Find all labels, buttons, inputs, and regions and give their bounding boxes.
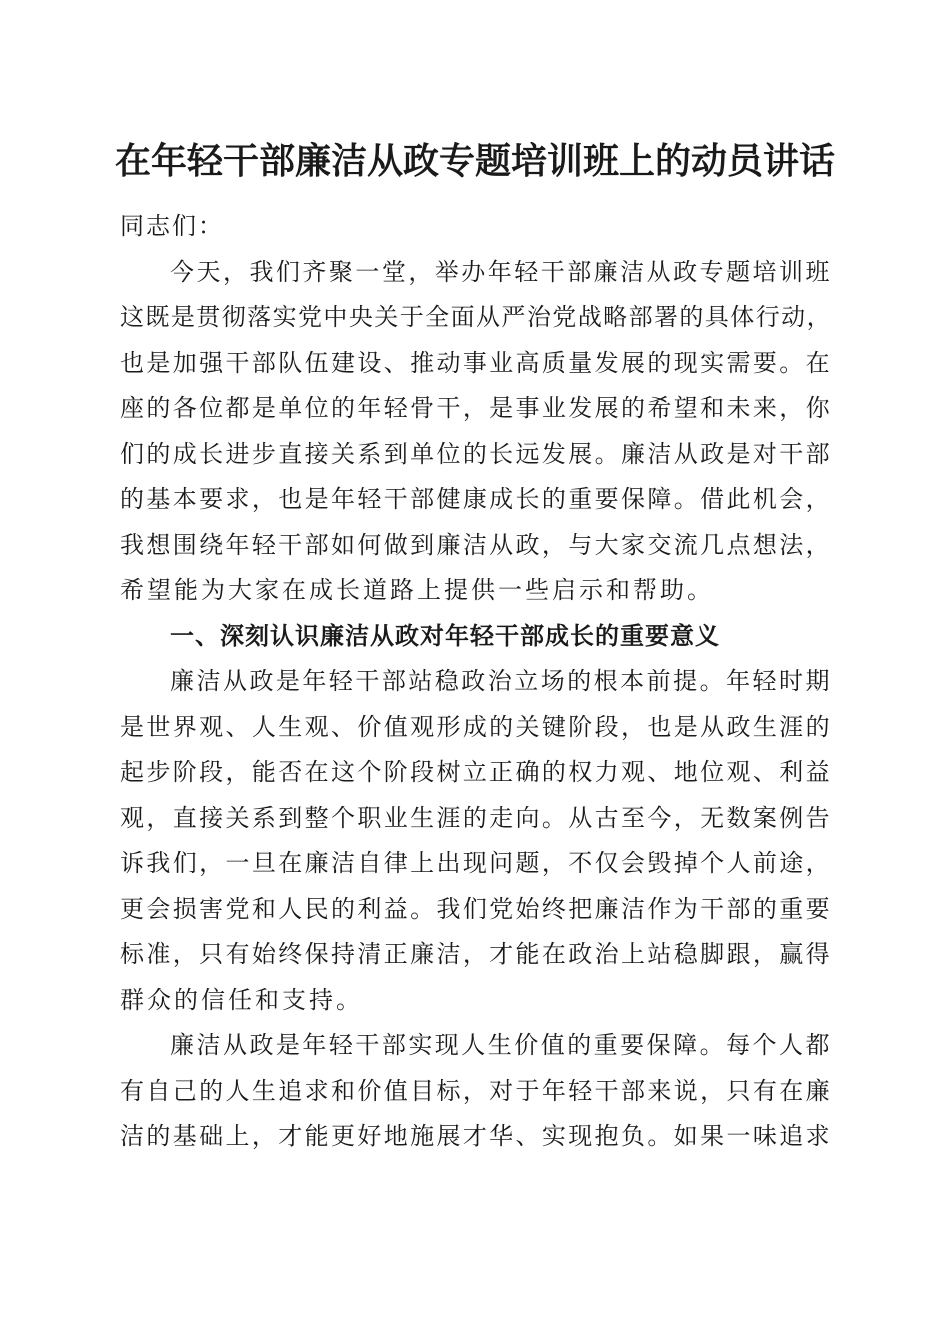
text-line: 起步阶段，能否在这个阶段树立正确的权力观、地位观、利益 bbox=[120, 758, 832, 786]
text-line: 这既是贯彻落实党中央关于全面从严治党战略部署的具体行动， bbox=[120, 303, 832, 331]
text-line: 廉洁从政是年轻干部实现人生价值的重要保障。每个人都 bbox=[170, 1031, 832, 1059]
salutation: 同志们： bbox=[120, 212, 224, 240]
text-line: 今天，我们齐聚一堂，举办年轻干部廉洁从政专题培训班 bbox=[170, 257, 832, 286]
document-title: 在年轻干部廉洁从政专题培训班上的动员讲话 bbox=[114, 140, 835, 182]
text-line: 洁的基础上，才能更好地施展才华、实现抱负。如果一味追求 bbox=[120, 1122, 832, 1150]
text-line: 我想围绕年轻干部如何做到廉洁从政，与大家交流几点想法， bbox=[120, 530, 832, 559]
text-line: 座的各位都是单位的年轻骨干，是事业发展的希望和未来，你 bbox=[120, 394, 832, 422]
text-line: 诉我们，一旦在廉洁自律上出现问题，不仅会毁掉个人前途， bbox=[120, 849, 832, 877]
text-line: 希望能为大家在成长道路上提供一些启示和帮助。 bbox=[120, 576, 714, 604]
section-heading: 一、深刻认识廉洁从政对年轻干部成长的重要意义 bbox=[170, 621, 720, 650]
text-line: 是世界观、人生观、价值观形成的关键阶段，也是从政生涯的 bbox=[120, 712, 832, 741]
text-line: 群众的信任和支持。 bbox=[120, 985, 363, 1014]
intro-paragraph bbox=[120, 250, 832, 614]
text-line: 们的成长进步直接关系到单位的长远发展。廉洁从政是对干部 bbox=[120, 439, 832, 468]
section-paragraph-1 bbox=[120, 659, 832, 1023]
text-line: 的基本要求，也是年轻干部健康成长的重要保障。借此机会， bbox=[120, 485, 832, 513]
text-line: 更会损害党和人民的利益。我们党始终把廉洁作为干部的重要 bbox=[120, 894, 832, 923]
section-paragraph-2 bbox=[120, 1023, 832, 1160]
text-line: 廉洁从政是年轻干部站稳政治立场的根本前提。年轻时期 bbox=[170, 667, 832, 695]
text-line: 有自己的人生追求和价值目标，对于年轻干部来说，只有在廉 bbox=[120, 1076, 832, 1105]
text-line: 也是加强干部队伍建设、推动事业高质量发展的现实需要。在 bbox=[120, 348, 832, 377]
text-line: 标准，只有始终保持清正廉洁，才能在政治上站稳脚跟，赢得 bbox=[120, 940, 832, 968]
document-body bbox=[120, 204, 832, 1160]
text-line: 观，直接关系到整个职业生涯的走向。从古至今，无数案例告 bbox=[120, 803, 832, 832]
